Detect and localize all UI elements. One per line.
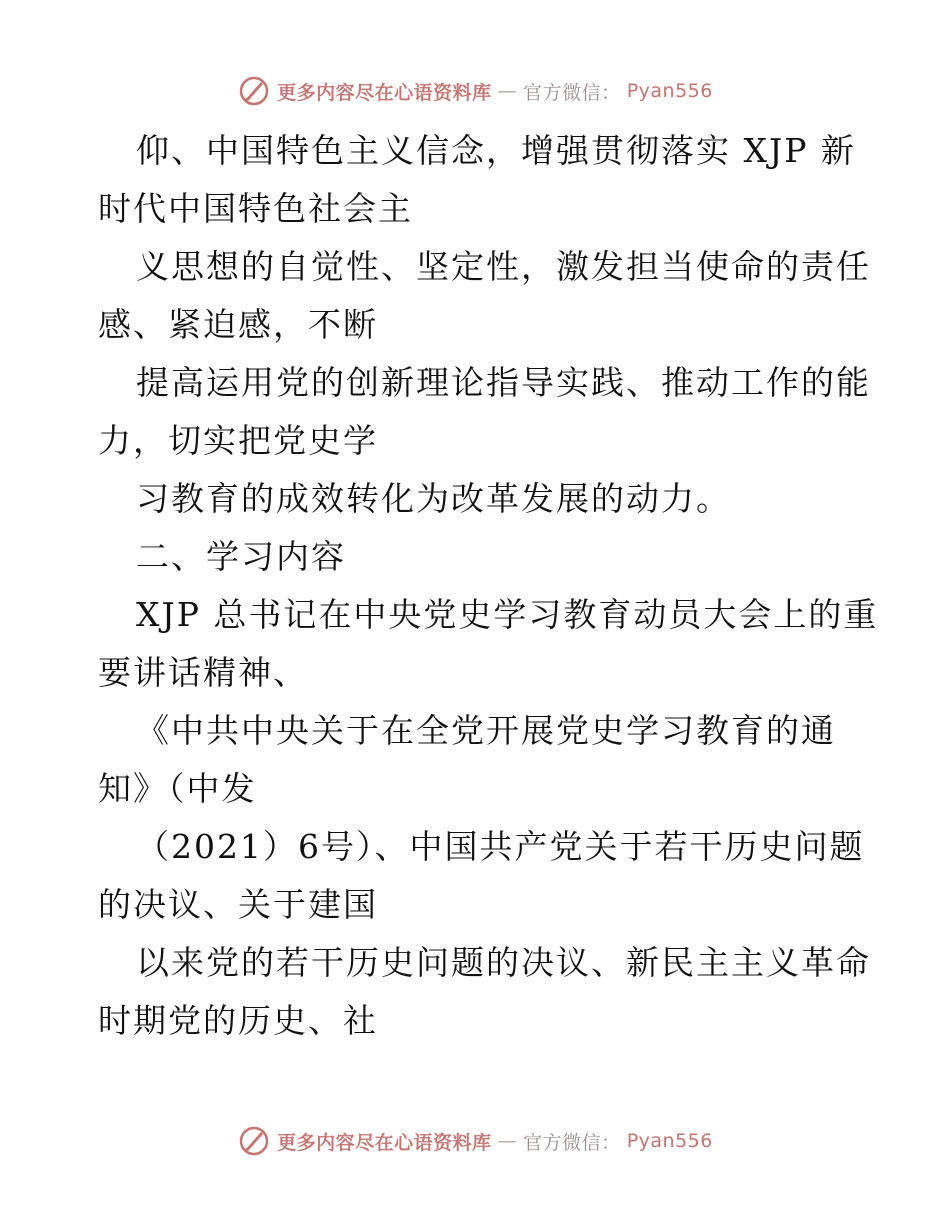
- section-heading: 二、学习内容: [136, 537, 346, 576]
- watermark-wechat-id: Pyan556: [626, 80, 713, 102]
- text-line: 感、紧迫感，不断: [98, 305, 378, 344]
- text-line: 的决议、关于建国: [98, 885, 378, 924]
- text-line: 知》（中发: [98, 769, 257, 808]
- watermark-separator: —: [497, 1130, 518, 1152]
- text-line: 提高运用党的创新理论指导实践、推动工作的能: [136, 363, 871, 402]
- watermark-wechat-id: Pyan556: [626, 1130, 713, 1152]
- document-body: [98, 122, 879, 1050]
- footer-watermark: [0, 1124, 950, 1158]
- text-line: XJP 总书记在中央党史学习教育动员大会上的重: [136, 595, 879, 634]
- text-line: 力，切实把党史学: [98, 421, 378, 460]
- quill-logo-icon: [237, 74, 271, 108]
- quill-logo-icon: [237, 1124, 271, 1158]
- text-line: 《中共中央关于在全党开展党史学习教育的通: [136, 711, 836, 750]
- watermark-brand: 更多内容尽在心语资料库: [277, 1131, 492, 1154]
- text-line: 习教育的成效转化为改革发展的动力。: [136, 479, 731, 518]
- watermark-separator: —: [497, 80, 518, 102]
- text-line: 要讲话精神、: [98, 653, 308, 692]
- text-line: 仰、中国特色主义信念，增强贯彻落实 XJP 新: [136, 131, 856, 170]
- text-line: 以来党的若干历史问题的决议、新民主主义革命: [136, 943, 871, 982]
- watermark-label: 官方微信：: [523, 1131, 621, 1154]
- watermark-brand: 更多内容尽在心语资料库: [277, 81, 492, 104]
- text-line: 时代中国特色社会主: [98, 189, 413, 228]
- text-line: （2021）6号）、中国共产党关于若干历史问题: [136, 827, 865, 866]
- header-watermark: [0, 74, 950, 108]
- text-line: 义思想的自觉性、坚定性，激发担当使命的责任: [136, 247, 871, 286]
- watermark-label: 官方微信：: [523, 81, 621, 104]
- text-line: 时期党的历史、社: [98, 1001, 378, 1040]
